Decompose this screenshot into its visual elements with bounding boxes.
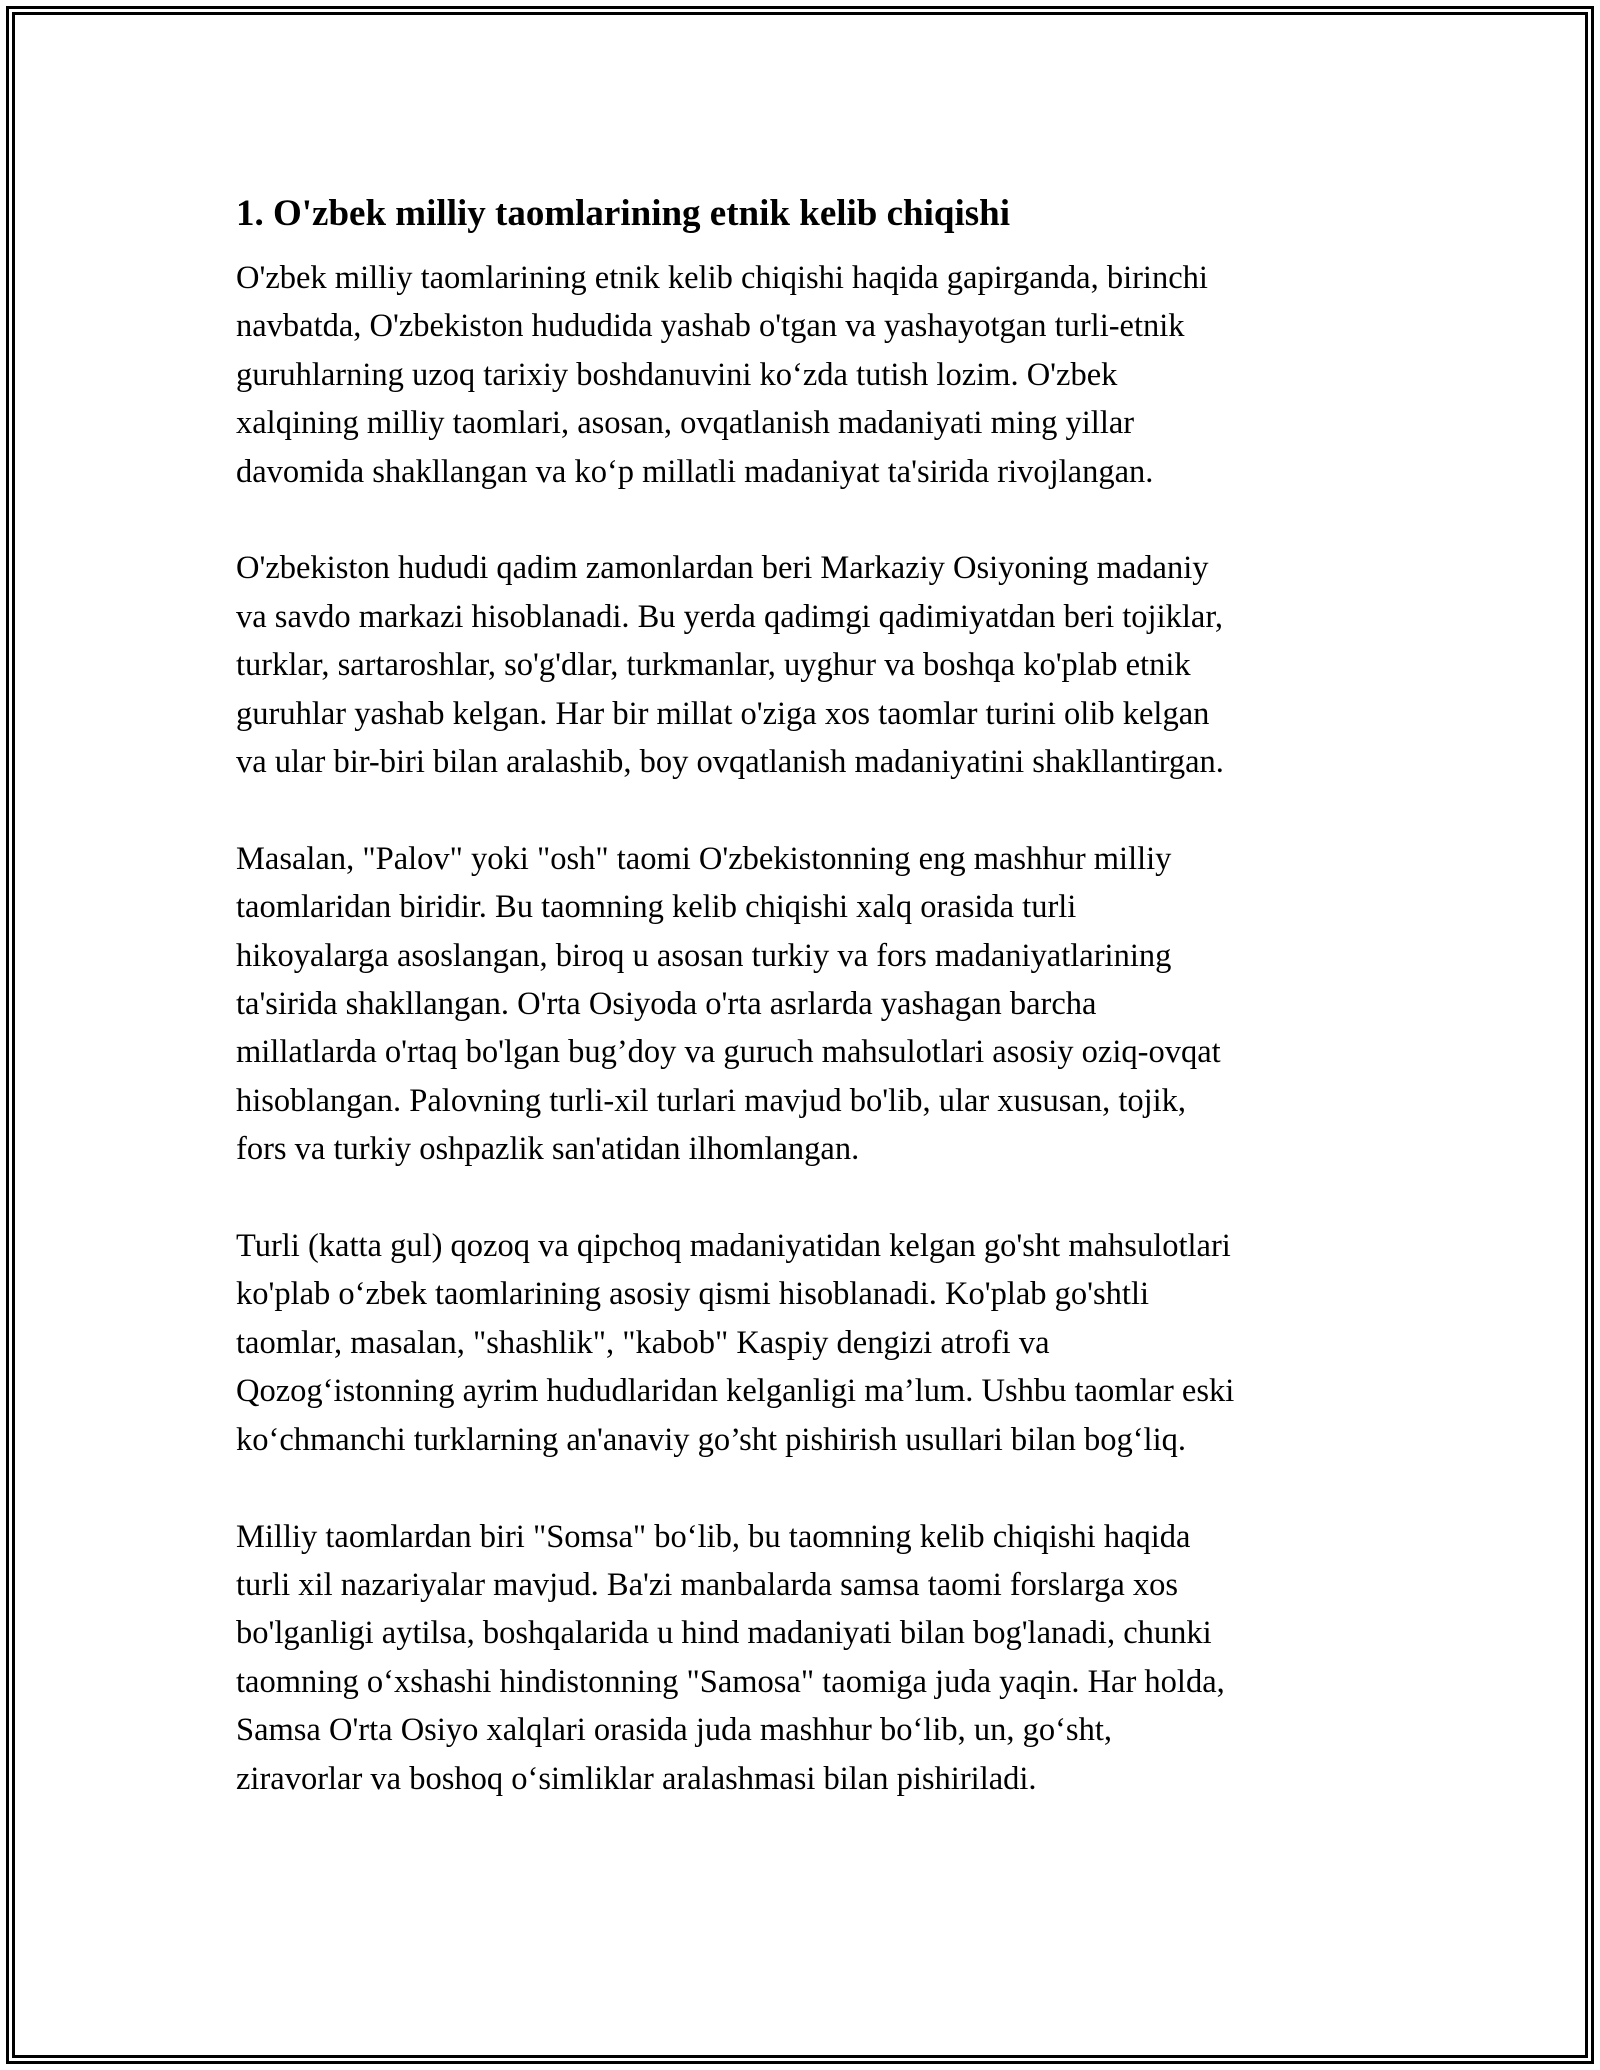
section-title: 1. O'zbek milliy taomlarining etnik kelib chiqishi: [236, 193, 1011, 234]
text-line: Samsa O'rta Osiyo xalqlari orasida juda mashhur bo‘lib, un, go‘sht,: [236, 1712, 1112, 1749]
text-line: turli xil nazariyalar mavjud. Ba'zi manbalarda samsa taomi forslarga xos: [236, 1566, 1179, 1603]
text-line: taomlar, masalan, "shashlik", "kabob" Kaspiy dengizi atrofi va: [236, 1324, 1050, 1361]
text-line: va savdo markazi hisoblanadi. Bu yerda qadimgi qadimiyatdan beri tojiklar,: [236, 598, 1223, 635]
text-line: millatlarda o'rtaq bo'lgan bug’doy va guruch mahsulotlari asosiy oziq-ovqat: [236, 1034, 1221, 1071]
text-line: davomida shakllangan va ko‘p millatli madaniyat ta'sirida rivojlangan.: [236, 453, 1154, 490]
text-line: bo'lganligi aytilsa, boshqalarida u hind madaniyati bilan bog'lanadi, chunki: [236, 1615, 1212, 1652]
text-line: ziravorlar va boshoq o‘simliklar aralashmasi bilan pishiriladi.: [236, 1760, 1037, 1797]
text-line: guruhlarning uzoq tarixiy boshdanuvini ko‘zda tutish lozim. O'zbek: [236, 356, 1118, 393]
text-line: ta'sirida shakllangan. O'rta Osiyoda o'rta asrlarda yashagan barcha: [236, 986, 1097, 1023]
text-line: Qozog‘istonning ayrim hududlaridan kelganligi ma’lum. Ushbu taomlar eski: [236, 1373, 1235, 1410]
text-line: navbatda, O'zbekiston hududida yashab o'tgan va yashayotgan turli-etnik: [236, 308, 1185, 345]
text-line: hisoblangan. Palovning turli-xil turlari mavjud bo'lib, ular xususan, tojik,: [236, 1082, 1187, 1119]
text-line: taomning o‘xshashi hindistonning "Samosa" taomiga juda yaqin. Har holda,: [236, 1663, 1225, 1700]
document-body: [236, 182, 1366, 1851]
text-line: Masalan, "Palov" yoki "osh" taomi O'zbekistonning eng mashhur milliy: [236, 840, 1172, 877]
text-line: Turli (katta gul) qozoq va qipchoq madaniyatidan kelgan go'sht mahsulotlari: [236, 1228, 1231, 1265]
text-line: ko'plab o‘zbek taomlarining asosiy qismi hisoblanadi. Ko'plab go'shtli: [236, 1276, 1149, 1313]
text-line: taomlaridan biridir. Bu taomning kelib chiqishi xalq orasida turli: [236, 889, 1077, 926]
paragraph-5: [236, 1513, 1366, 1803]
text-line: O'zbekiston hududi qadim zamonlardan beri Markaziy Osiyoning madaniy: [236, 550, 1209, 587]
paragraph-2: [236, 544, 1366, 786]
text-line: guruhlar yashab kelgan. Har bir millat o'ziga xos taomlar turini olib kelgan: [236, 695, 1210, 732]
text-line: ko‘chmanchi turklarning an'anaviy go’sht pishirish usullari bilan bog‘liq.: [236, 1421, 1186, 1458]
text-line: fors va turkiy oshpazlik san'atidan ilhomlangan.: [236, 1131, 860, 1168]
text-line: O'zbek milliy taomlarining etnik kelib chiqishi haqida gapirganda, birinchi: [236, 260, 1208, 296]
text-line: turklar, sartaroshlar, so'g'dlar, turkmanlar, uyghur va boshqa ko'plab etnik: [236, 647, 1191, 684]
text-line: xalqining milliy taomlari, asosan, ovqatlanish madaniyati ming yillar: [236, 405, 1135, 442]
paragraph-4: [236, 1222, 1366, 1464]
paragraph-3: [236, 835, 1366, 1174]
paragraph-1: [236, 254, 1366, 496]
text-line: va ular bir-biri bilan aralashib, boy ovqatlanish madaniyatini shakllantirgan.: [236, 744, 1224, 781]
text-line: hikoyalarga asoslangan, biroq u asosan turkiy va fors madaniyatlarining: [236, 937, 1172, 974]
text-line: Milliy taomlardan biri "Somsa" bo‘lib, bu taomning kelib chiqishi haqida: [236, 1518, 1191, 1555]
